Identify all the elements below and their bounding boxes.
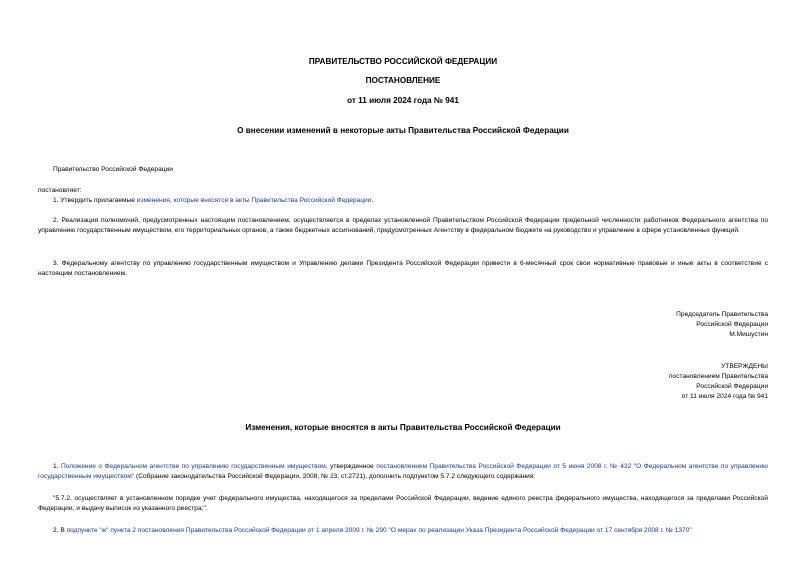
link-changes-acts[interactable]: которые вносятся в акты Правительства Российской Федерации [173, 197, 372, 204]
approved-date: от 11 июля 2024 года № 941 [681, 392, 768, 400]
link-decree-432[interactable]: постановлением Правительства Российской Федерации от 5 июня 2008 г. № 432 "О Федеральном агентстве по управлению государственным имуществом" [38, 463, 768, 480]
decrees-word: постановляет: [38, 187, 82, 194]
approved-country: Российской Федерации [696, 382, 768, 390]
c1-end: (Собрание законодательства Российской Федерации, 2008, № 23, ст.2721), дополнить подпунктом 5.7.2 следующего содержания: [134, 472, 536, 480]
signature-name: М.Мишустин [729, 330, 768, 338]
c1-mid: , утвержденное [325, 463, 377, 470]
approved-by: постановлением Правительства [668, 372, 768, 380]
link-decree-290[interactable]: подпункте "ж" пункта 2 постановления Правительства Российской Федерации от 1 апреля 2009 г. № 290 "О мерах по реализации Указа Президента Российской Федерации от 17 сентября 2008 г. № 1370" [66, 527, 692, 534]
paragraph-3: 3. Федеральному агентству по управлению государственным имуществом и Управлению делами Президента Российской Федерации привести в 6-месячный срок свои нормативные правовые и иные акты в соответствие с настоящим постановлением. [38, 260, 768, 277]
document-title: О внесении изменений в некоторые акты Правительства Российской Федерации [237, 126, 569, 135]
p1-end: . [371, 197, 374, 204]
c2-prefix: 2. В [53, 527, 67, 534]
change-1 [38, 462, 768, 482]
link-regulation[interactable]: Положение о Федеральном агентстве по управлению государственным имуществом [61, 463, 326, 470]
changes-title: Изменения, которые вносятся в акты Правительства Российской Федерации [245, 423, 561, 432]
paragraph-1 [38, 196, 768, 206]
p1-prefix: 1. Утвердить прилагаемые [53, 197, 137, 204]
document-date: от 11 июля 2024 года № 941 [347, 96, 459, 105]
government-heading: ПРАВИТЕЛЬСТВО РОССИЙСКОЙ ФЕДЕРАЦИИ [308, 57, 498, 66]
paragraph-2: 2. Реализация полномочий, предусмотренных настоящим постановлением, осуществляется в пределах установленной Правительством Российской Федерации предельной численности работников Федерального агентства по управлению государственным имуществом, его территориальных органов, а также бюджетных ассигнований, предусмотренных Агентству в федеральном бюджете на руководство и управление в сфере установленных функций. [38, 217, 768, 234]
change-2 [38, 526, 768, 536]
approved-word: УТВЕРЖДЕНЫ [721, 363, 768, 370]
link-changes[interactable]: изменения [136, 197, 170, 204]
document-type: ПОСТАНОВЛЕНИЕ [365, 76, 441, 85]
signature-country: Российской Федерации [696, 320, 768, 328]
government-name: Правительство Российской Федерации [53, 166, 173, 173]
change-1-quote: "5.7.2. осуществляет в установленном порядке учет федерального имущества, находящегося за пределами Российской Федерации, ведение единого реестра федерального имущества, находящегося за пределами Российской Федерации, и выдачу выписок из указанного реестра;". [38, 495, 768, 512]
p1-sep: , [169, 197, 174, 204]
approved-block [468, 362, 768, 402]
signature-position: Председатель Правительства [676, 311, 768, 318]
c1-prefix: 1. [53, 463, 62, 470]
signature-block [468, 310, 768, 340]
